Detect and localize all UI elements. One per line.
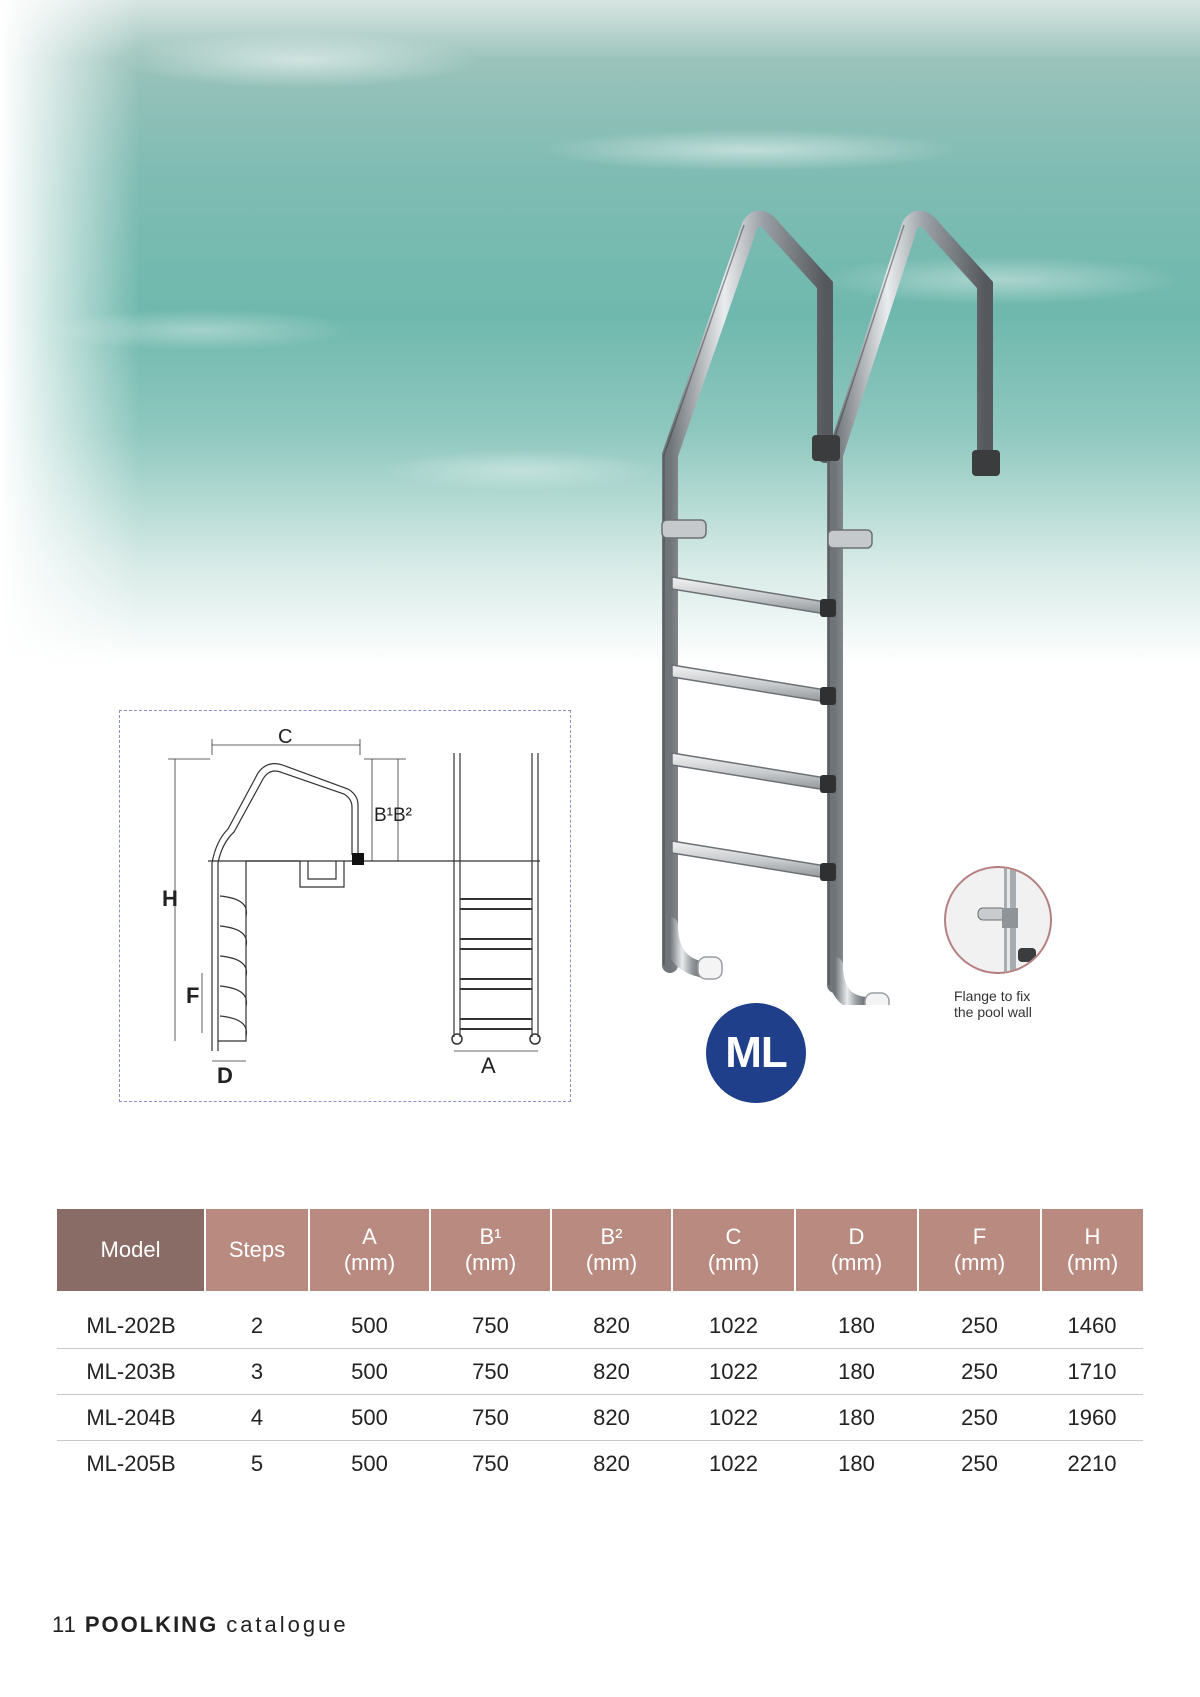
cell-h: 2210 [1067,1450,1117,1476]
brand-name: POOLKING [84,1612,219,1637]
cell-b1: 750 [430,1395,551,1441]
table-header-row [57,1209,1143,1291]
cell-b2: 820 [551,1291,672,1349]
cell-c: 1022 [672,1349,795,1395]
header-a: A (mm) [309,1209,430,1291]
table-row [57,1395,1143,1441]
cell-b2: 820 [551,1349,672,1395]
header-c: C (mm) [672,1209,795,1291]
cell-d: 180 [795,1395,918,1441]
cell-f: 250 [918,1291,1041,1349]
cell-b2: 820 [593,1450,630,1476]
cell-steps: 4 [205,1395,309,1441]
table-row [57,1291,1143,1349]
cell-c: 1022 [709,1450,758,1476]
cell-steps: 5 [250,1450,264,1476]
dim-label-h: H [162,886,178,911]
cell-model: ML-204B [57,1395,205,1441]
header-steps: Steps [205,1209,309,1291]
cell-d: 180 [838,1450,875,1476]
header-b2: B² (mm) [551,1209,672,1291]
cell-a: 500 [351,1450,388,1476]
cell-d: 180 [795,1291,918,1349]
cell-b2: 820 [551,1395,672,1441]
table-row [57,1441,1143,1487]
cell-b1: 750 [430,1291,551,1349]
table-row [57,1349,1143,1395]
cell-b1: 750 [430,1349,551,1395]
cell-h: 1710 [1041,1349,1143,1395]
cell-steps: 2 [205,1291,309,1349]
water-fade-top [0,0,1200,60]
header-model: Model [57,1209,205,1291]
header-d: D (mm) [795,1209,918,1291]
cell-model: ML-202B [57,1291,205,1349]
cell-c: 1022 [672,1395,795,1441]
header-f: F (mm) [918,1209,1041,1291]
spec-table [57,1209,1143,1486]
cell-h: 1460 [1041,1291,1143,1349]
cell-model: ML-203B [57,1349,205,1395]
cell-a: 500 [309,1349,430,1395]
cell-model: ML-205B [86,1450,176,1476]
cell-f: 250 [961,1450,998,1476]
cell-c: 1022 [672,1291,795,1349]
cell-b1: 750 [472,1450,509,1476]
cell-f: 250 [918,1395,1041,1441]
water-fade-left [0,0,140,700]
page-number: 11 [52,1612,77,1637]
dim-label-c: C [278,726,293,748]
cell-h: 1960 [1041,1395,1143,1441]
page-footer [52,1612,349,1638]
dimension-drawing [120,711,572,1103]
dim-label-a: A [481,1053,496,1078]
cell-d: 180 [795,1349,918,1395]
dim-label-b: B¹B² [374,805,412,826]
cell-f: 250 [918,1349,1041,1395]
flange-detail-photo [944,866,1052,974]
flange-caption-line2: the pool wall [954,1004,1032,1020]
cell-a: 500 [309,1291,430,1349]
flange-caption [954,988,1094,1020]
dim-label-f: F [186,983,200,1008]
dim-label-d: D [217,1063,233,1088]
dimension-diagram [119,710,571,1102]
header-h: H (mm) [1041,1209,1143,1291]
cell-steps: 3 [205,1349,309,1395]
model-badge: ML [706,1003,806,1103]
header-b1: B¹ (mm) [430,1209,551,1291]
cell-a: 500 [309,1395,430,1441]
flange-caption-line1: Flange to fix [954,988,1031,1004]
catalogue-word: catalogue [226,1612,349,1637]
